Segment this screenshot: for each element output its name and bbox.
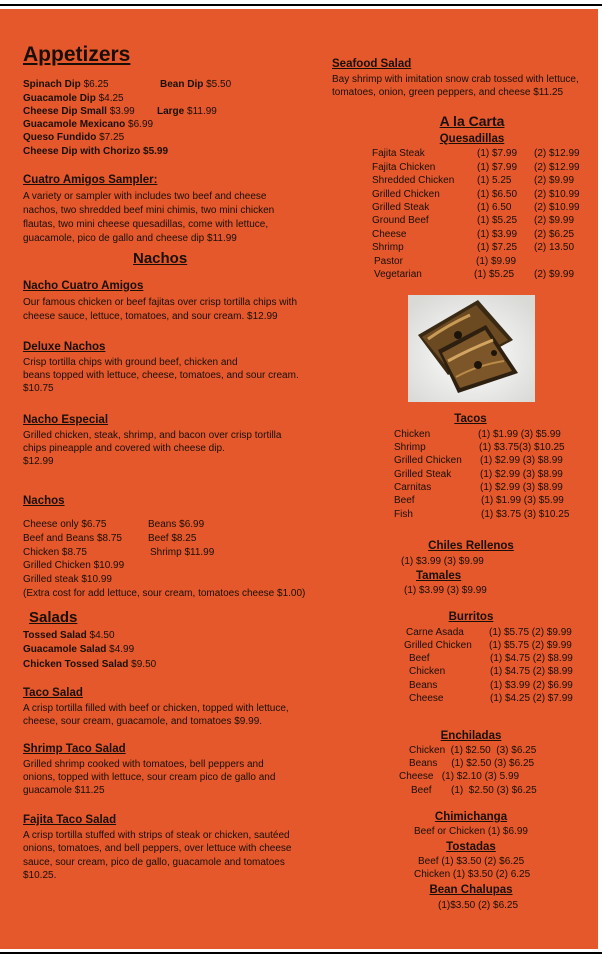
nachos-option: Shrimp $11.99 [150,547,215,558]
quesadilla-name: Shredded Chicken [372,175,455,186]
burrito-price: (1) $4.75 (2) $8.99 [490,653,573,664]
tostadas-title: Tostadas [446,841,496,853]
especial-line: Grilled chicken, steak, shrimp, and bacon over crisp tortilla [23,430,282,441]
quesadilla-price-2: (2) $10.99 [534,189,580,200]
shrimp-taco-salad-title: Shrimp Taco Salad [23,743,126,755]
taco-price: (1) $2.99 (3) $8.99 [480,455,563,466]
quesadilla-name: Grilled Steak [372,202,430,213]
taco-name: Shrimp [394,442,426,453]
deluxe-line: Crisp tortilla chips with ground beef, chicken and [23,357,238,368]
burrito-name: Carne Asada [406,627,464,638]
bean-chalupas-title: Bean Chalupas [429,884,513,896]
tamales-price: (1) $3.99 (3) $9.99 [404,585,487,596]
chiles-rellenos-title: Chiles Rellenos [428,540,514,552]
nacho-cuatro-title: Nacho Cuatro Amigos [23,280,144,292]
guacamole-dip: Guacamole Dip $4.25 [23,93,124,104]
taco-price: (1) $2.99 (3) $8.99 [480,469,563,480]
sampler-line: guacamole, pico de gallo and cheese dip $11.99 [23,233,237,244]
cheese-dip-large: Large $11.99 [157,106,217,117]
chiles-rellenos-price: (1) $3.99 (3) $9.99 [401,556,484,567]
burrito-name: Beef [409,653,430,664]
cheese-dip-small: Cheese Dip Small $3.99 [23,106,135,117]
especial-line: chips pineapple and covered with cheese dip. [23,443,225,454]
enchilada-line: Cheese (1) $2.10 (3) 5.99 [399,771,520,782]
quesadilla-photo-icon [408,295,535,402]
queso-fundido: Queso Fundido $7.25 [23,132,125,143]
enchilada-line: Beans (1) $2.50 (3) $6.25 [409,758,535,769]
quesadilla-price-2: (2) $12.99 [534,148,580,159]
top-border [0,0,602,9]
burrito-price: (1) $5.75 (2) $9.99 [489,640,572,651]
tossed-salad: Tossed Salad $4.50 [23,630,115,641]
tamales-title: Tamales [416,570,462,582]
nachos-title: Nachos [133,250,188,267]
taco-price: (1) $1.99 (3) $5.99 [478,429,561,440]
burritos-title: Burritos [448,611,494,623]
nacho-cuatro-line: cheese sauce, lettuce, tomatoes, and sour cream. $12.99 [23,311,278,322]
nachos-option: Beef and Beans $8.75 [23,533,122,544]
taco-price: (1) $1.99 (3) $5.99 [481,495,564,506]
guacamole-mexicano: Guacamole Mexicano $6.99 [23,119,154,130]
sampler-line: flautas, two mini cheese quesadillas, come with lettuce, [23,219,269,230]
right-border [598,9,602,949]
seafood-line: Bay shrimp with imitation snow crab tossed with lettuce, [332,74,579,85]
quesadilla-price-2: (2) $9.99 [534,215,575,226]
fajita-salad-line: sauce, sour cream, pico de gallo, guacamole and tomatoes [23,857,285,868]
burrito-name: Chicken [409,666,446,677]
sampler-title: Cuatro Amigos Sampler: [23,174,158,186]
bean-chalupas-price: (1)$3.50 (2) $6.25 [438,900,519,911]
chicken-tossed-salad: Chicken Tossed Salad $9.50 [23,659,157,670]
taco-name: Beef [394,495,415,506]
quesadilla-price-2: (2) $9.99 [534,175,575,186]
tostada-line: Chicken (1) $3.50 (2) 6.25 [414,869,531,880]
shrimp-salad-line: onions, topped with lettuce, sour cream pico de gallo and [23,772,276,783]
nachos-option: Beef $8.25 [148,533,197,544]
nachos-option: Grilled Chicken $10.99 [23,560,125,571]
burrito-name: Beans [409,680,438,691]
chimichanga-line: Beef or Chicken (1) $6.99 [414,826,528,837]
tostada-line: Beef (1) $3.50 (2) $6.25 [418,856,525,867]
quesadilla-name: Ground Beef [372,215,429,226]
enchilada-line: Chicken (1) $2.50 (3) $6.25 [409,745,537,756]
guacamole-salad: Guacamole Salad $4.99 [23,644,135,655]
taco-name: Chicken [394,429,431,440]
taco-price: (1) $3.75(3) $10.25 [479,442,565,453]
quesadilla-name: Grilled Chicken [372,189,440,200]
quesadilla-name: Vegetarian [374,269,422,280]
bean-dip: Bean Dip $5.50 [160,79,232,90]
quesadilla-name: Shrimp [372,242,404,253]
nachos-option: Cheese only $6.75 [23,519,107,530]
burrito-name: Grilled Chicken [404,640,472,651]
quesadilla-name: Fajita Chicken [372,162,436,173]
quesadilla-price-1: (1) $7.99 [477,148,518,159]
taco-price: (1) $2.99 (3) $8.99 [480,482,563,493]
tacos-title: Tacos [454,413,487,425]
enchiladas-title: Enchiladas [440,730,502,742]
taco-name: Grilled Chicken [394,455,462,466]
sampler-line: A variety or sampler with includes two beef and cheese [23,191,267,202]
sampler-line: nachos, two shredded beef mini chimis, two mini chicken [23,205,275,216]
fajita-salad-line: $10.25. [23,870,57,881]
appetizers-title: Appetizers [23,43,131,66]
quesadilla-price-1: (1) $7.25 [477,242,518,253]
burrito-price: (1) $5.75 (2) $9.99 [489,627,572,638]
seafood-line: tomatoes, onion, green peppers, and cheese $11.25 [332,87,564,98]
enchilada-line: Beef (1) $2.50 (3) $6.25 [411,785,537,796]
burrito-price: (1) $4.75 (2) $8.99 [490,666,573,677]
burrito-price: (1) $3.99 (2) $6.99 [490,680,573,691]
nacho-cuatro-line: Our famous chicken or beef fajitas over crisp tortilla chips with [23,297,297,308]
quesadilla-photo [408,295,535,402]
nachos-option: Grilled steak $10.99 [23,574,112,585]
nachos-extra-note: (Extra cost for add lettuce, sour cream, tomatoes cheese $1.00) [23,588,306,599]
salads-title: Salads [29,609,78,626]
deluxe-line: $10.75 [23,383,54,394]
bottom-border [0,949,602,960]
quesadilla-price-2: (2) 13.50 [534,242,575,253]
nachos-plain-title: Nachos [23,495,65,507]
quesadilla-price-1: (1) 5.25 [477,175,512,186]
quesadilla-name: Fajita Steak [372,148,425,159]
a-la-carta-title: A la Carta [439,113,505,129]
quesadilla-price-2: (2) $9.99 [534,269,575,280]
quesadilla-price-2: (2) $10.99 [534,202,580,213]
seafood-salad-title: Seafood Salad [332,58,412,70]
taco-name: Carnitas [394,482,432,493]
taco-salad-title: Taco Salad [23,687,83,699]
chimichanga-title: Chimichanga [434,811,508,823]
quesadilla-name: Pastor [374,256,403,267]
quesadilla-price-1: (1) $7.99 [477,162,518,173]
taco-salad-line: cheese, sour cream, guacamole, and tomatoes $9.99. [23,716,263,727]
cheese-dip-chorizo: Cheese Dip with Chorizo $5.99 [23,146,169,157]
quesadilla-price-1: (1) $3.99 [477,229,518,240]
burrito-price: (1) $4.25 (2) $7.99 [490,693,573,704]
nacho-especial-title: Nacho Especial [23,414,109,426]
quesadilla-price-2: (2) $12.99 [534,162,580,173]
quesadilla-name: Cheese [372,229,407,240]
quesadilla-price-1: (1) $5.25 [477,215,518,226]
taco-price: (1) $3.75 (3) $10.25 [481,509,570,520]
especial-line: $12.99 [23,456,54,467]
fajita-salad-line: onions, tomatoes, and bell peppers, over lettuce with cheese [23,843,292,854]
quesadillas-title: Quesadillas [439,133,505,145]
deluxe-line: beans topped with lettuce, cheese, tomatoes, and sour cream. [23,370,299,381]
quesadilla-price-1: (1) 6.50 [477,202,512,213]
quesadilla-price-1: (1) $9.99 [476,256,517,267]
nachos-option: Beans $6.99 [148,519,205,530]
quesadilla-price-1: (1) $5.25 [474,269,515,280]
taco-name: Fish [394,509,413,520]
nachos-option: Chicken $8.75 [23,547,87,558]
quesadilla-price-2: (2) $6.25 [534,229,575,240]
deluxe-nachos-title: Deluxe Nachos [23,341,106,353]
shrimp-salad-line: Grilled shrimp cooked with tomatoes, bell peppers and [23,759,264,770]
burrito-name: Cheese [409,693,444,704]
shrimp-salad-line: guacamole $11.25 [23,785,105,796]
taco-name: Grilled Steak [394,469,452,480]
fajita-salad-line: A crisp tortilla stuffed with strips of steak or chicken, sautéed [23,830,290,841]
quesadilla-price-1: (1) $6.50 [477,189,518,200]
taco-salad-line: A crisp tortilla filled with beef or chicken, topped with lettuce, [23,703,289,714]
spinach-dip: Spinach Dip $6.25 [23,79,109,90]
fajita-taco-salad-title: Fajita Taco Salad [23,814,117,826]
